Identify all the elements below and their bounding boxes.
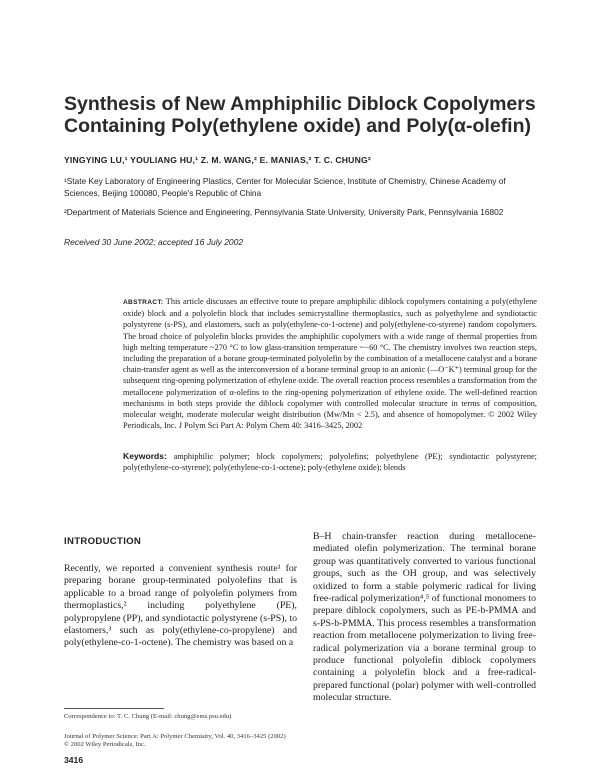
intro-right-column: B–H chain-transfer reaction during metallocene-mediated olefin polymerization. The terminal borane group was quantitatively converted to various functional groups, such as the OH group, and was selectively oxidized to form a stable polymeric radical for living free-radical polymerization⁴,⁵ of functional monomers to prepare diblock copolymers, such as PE-b-PMMA and s-PS-b-PMMA. This process resembles a transformation reaction from metallocene polymerization to living free-radical polymerization via a borane terminal group to produce functional polyolefin diblock copolymers containing a polyolefin block and a free-radical-prepared functional (polar) polymer with well-controlled molecular structure. — [313, 531, 536, 704]
footnote-divider — [64, 708, 164, 709]
abstract-text: This article discusses an effective route to prepare amphiphilic diblock copolymers containing a poly(ethylene oxide) block and a polyolefin block that includes semicrystalline thermoplastics, such as polyethylene and syndiotactic polystyrene (s-PS), and elastomers, such as poly(ethylene-co-1-octene) and poly(ethylene-co-styrene) random copolymers. The broad choice of polyolefin blocks provides the amphiphilic copolymers with a wide range of thermal properties from high melting temperature ~270 °C to low glass-transition temperature ~−60 °C. The chemistry involves two reaction steps, including the preparation of a borane group-terminated polyolefin by the combination of a metallocene catalyst and a borane chain-transfer agent as well as the interconversion of a borane terminal group to an anionic (—O⁻K⁺) terminal group for the subsequent ring-opening polymerization of ethylene oxide. The overall reaction process resembles a transformation from the metallocene polymerization of α-olefins to the ring-opening polymerization of ethylene oxide. The well-defined reaction mechanisms in both steps provide the diblock copolymer with controlled molecular structure in terms of composition, molecular weight, moderate molecular weight distribution (Mw/Mn < 2.5), and absence of homopolymer. © 2002 Wiley Periodicals, Inc. J Polym Sci Part A: Polym Chem 40: 3416–3425, 2002 — [123, 297, 537, 431]
keywords-label: Keywords: — [123, 451, 167, 461]
affiliation-2: ²Department of Materials Science and Engineering, Pennsylvania State University, University Park, Pennsylvania 16802 — [64, 207, 504, 217]
abstract-label: ABSTRACT: — [123, 299, 164, 306]
correspondence-footnote: Correspondence to: T. C. Chung (E-mail: chung@ems.psu.edu) — [64, 713, 232, 720]
author-list: YINGYING LU,¹ YOULIANG HU,¹ Z. M. WANG,² E. MANIAS,² T. C. CHUNG² — [64, 155, 371, 165]
intro-left-column: Recently, we reported a convenient synthesis route¹ for preparing borane group-terminated polyolefins that is applicable to a broad range of polyolefin polymers from thermoplastics,² including polyethylene (PE), polypropylene (PP), and syndiotactic polystyrene (s-PS), to elastomers,³ such as poly(ethylene-co-propylene) and poly(ethylene-co-1-octene). The chemistry was based on a — [64, 563, 297, 649]
paper-title — [64, 93, 544, 137]
title-line-1: Synthesis of New Amphiphilic Diblock Copolymers — [64, 93, 536, 115]
journal-citation: Journal of Polymer Science: Part A: Polymer Chemistry, Vol. 40, 3416–3425 (2002) — [64, 733, 286, 740]
keywords — [123, 451, 537, 473]
affiliation-1: ¹State Key Laboratory of Engineering Plastics, Center for Molecular Science, Institute of Chemistry, Chinese Academy of Sciences, Beijing 100080, People's Republic of China — [64, 176, 506, 198]
keywords-text: amphiphilic polymer; block copolymers; polyolefins; polyethylene (PE); syndiotactic polystyrene; poly(ethylene-co-styrene); poly(ethylene-co-1-octene); poly-(ethylene oxide); blends — [123, 452, 537, 473]
received-dates: Received 30 June 2002; accepted 16 July 2002 — [64, 237, 244, 247]
section-heading-introduction: INTRODUCTION — [64, 536, 142, 547]
copyright-notice: © 2002 Wiley Periodicals, Inc. — [64, 741, 146, 748]
title-line-2: Containing Poly(ethylene oxide) and Poly(α-olefin) — [64, 115, 532, 137]
page-number: 3416 — [64, 755, 84, 765]
abstract — [123, 296, 537, 431]
